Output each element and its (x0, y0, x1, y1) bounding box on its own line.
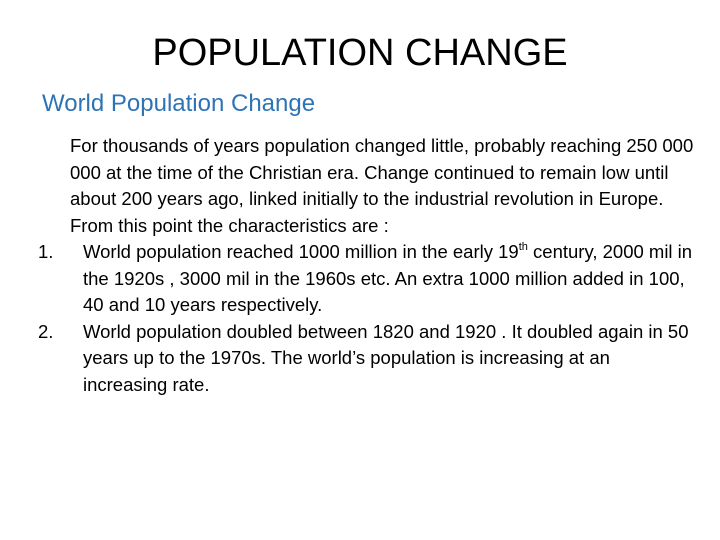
intro-paragraph: For thousands of years population changed little, probably reaching 250 000 000 at the time of the Christian era. Change continued to remain low until about 200 years ago, linked initially to the industrial revolution in Europe. From this point the characteristics are : (70, 135, 694, 236)
slide-title: POPULATION CHANGE (152, 32, 568, 74)
list-item-number: 2. (38, 320, 54, 342)
list-item-number: 1. (38, 241, 54, 262)
list-item (38, 239, 698, 319)
list-item-text-end: century, 2000 mil in the 1920s , 3000 mil in the 1960s etc. An extra 1000 million added in 100, 40 and 10 years respectively. (83, 241, 693, 315)
list-item-text-start: World population reached 1000 million in the early 19 (83, 241, 519, 262)
list-item-text: World population doubled between 1820 and 1920 . It doubled again in 50 years up to the 1970s. The world’s population is increasing at an increasing rate. (83, 320, 689, 395)
slide-body (38, 133, 698, 398)
list-item-text (83, 241, 692, 315)
ordinal-superscript: th (518, 241, 528, 253)
slide-subtitle: World Population Change (42, 90, 316, 117)
numbered-list (38, 239, 698, 398)
list-item (38, 319, 698, 399)
